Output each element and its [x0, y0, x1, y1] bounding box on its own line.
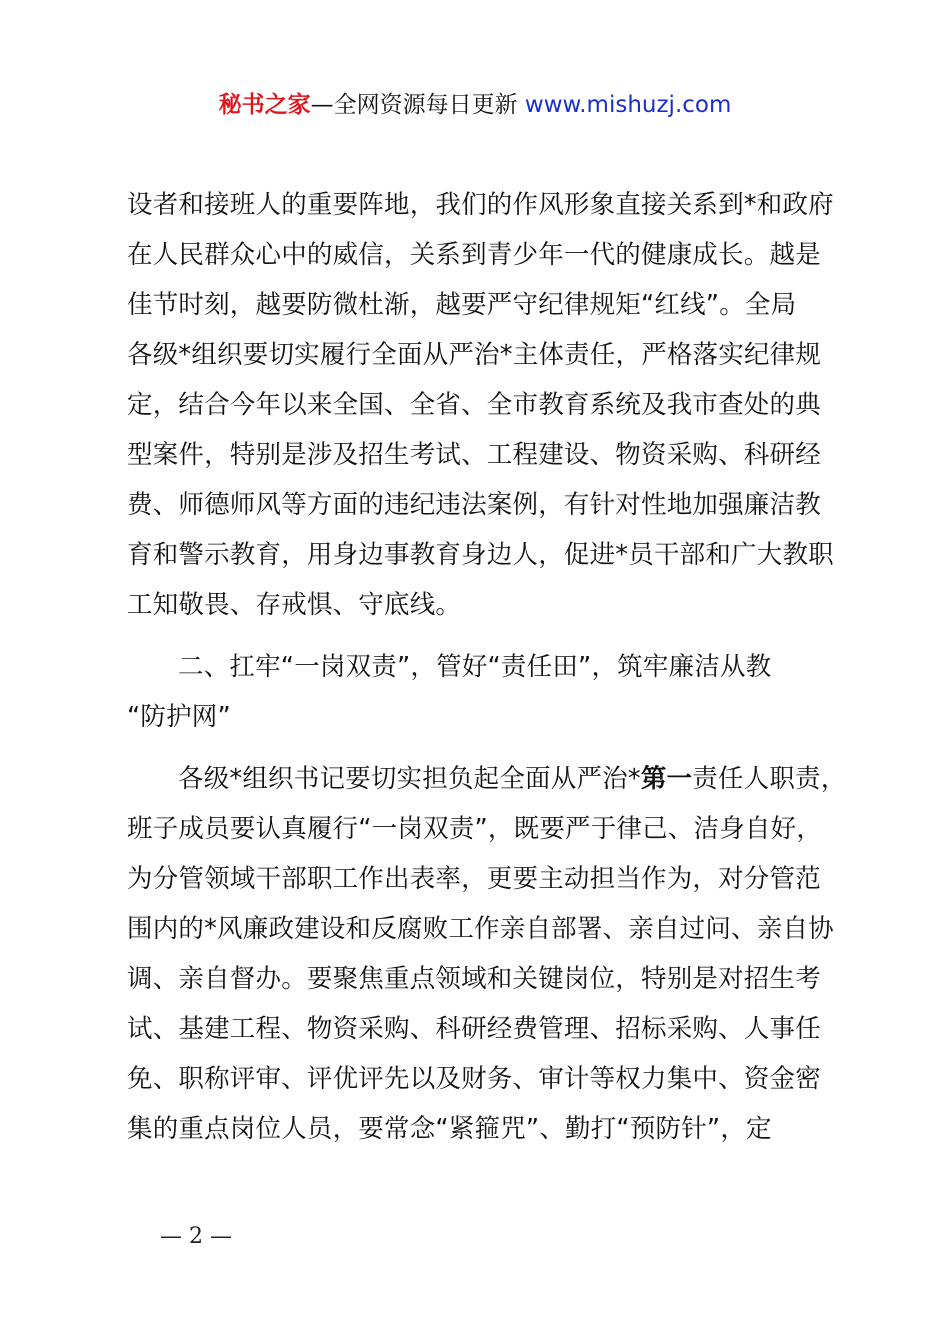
text-line: 集的重点岗位人员，要常念“紧箍咒”、勤打“预防针”，定: [127, 1114, 772, 1144]
text-line: 试、基建工程、物资采购、科研经费管理、招标采购、人事任: [127, 1014, 821, 1044]
document-body: [127, 180, 847, 1154]
text-run: 各级*组织书记要切实担负起全面从严治*: [178, 764, 641, 794]
bold-text-run: 第一: [640, 764, 693, 794]
text-line: 调、亲自督办。要聚焦重点领域和关键岗位，特别是对招生考: [127, 964, 821, 994]
heading-line: 二、扛牢“一岗双责”，管好“责任田”，筑牢廉洁从教: [178, 652, 772, 682]
text-line: 设者和接班人的重要阵地，我们的作风形象直接关系到*和政府: [127, 190, 834, 220]
text-line: 佳节时刻，越要防微杜渐，越要严守纪律规矩“红线”。全局: [127, 290, 797, 320]
heading-line: “防护网”: [127, 702, 231, 732]
text-line: 费、师德师风等方面的违纪违法案例，有针对性地加强廉洁教: [127, 490, 821, 520]
text-line: 围内的*风廉政建设和反腐败工作亲自部署、亲自过问、亲自协: [127, 914, 834, 944]
text-line: 为分管领域干部职工作出表率，更要主动担当作为，对分管范: [127, 864, 821, 894]
text-line: 工知敬畏、存戒惧、守底线。: [127, 590, 462, 620]
site-url-link[interactable]: www.mishuzj.com: [524, 92, 732, 118]
text-line: 各级*组织要切实履行全面从严治*主体责任，严格落实纪律规: [127, 340, 822, 370]
text-line: 班子成员要认真履行“一岗双责”，既要严于律己、洁身自好，: [127, 814, 823, 844]
paragraph-1: [127, 180, 837, 630]
text-line: 在人民群众心中的威信，关系到青少年一代的健康成长。越是: [127, 240, 821, 270]
paragraph-2: [127, 754, 847, 1154]
site-banner: [0, 88, 950, 122]
banner-slogan: —全网资源每日更新: [310, 92, 525, 118]
page-number: — 2 —: [160, 1224, 232, 1249]
text-line: 免、职称评审、评优评先以及财务、审计等权力集中、资金密: [127, 1064, 821, 1094]
section-heading-2: [127, 642, 837, 742]
text-line: 型案件，特别是涉及招生考试、工程建设、物资采购、科研经: [127, 440, 821, 470]
text-line: 育和警示教育，用身边事教育身边人，促进*员干部和广大教职: [127, 540, 834, 570]
brand-name: 秘书之家: [218, 92, 311, 118]
text-line: [127, 754, 847, 804]
text-run: 责任人职责，: [692, 764, 847, 794]
text-line: 定，结合今年以来全国、全省、全市教育系统及我市查处的典: [127, 390, 821, 420]
